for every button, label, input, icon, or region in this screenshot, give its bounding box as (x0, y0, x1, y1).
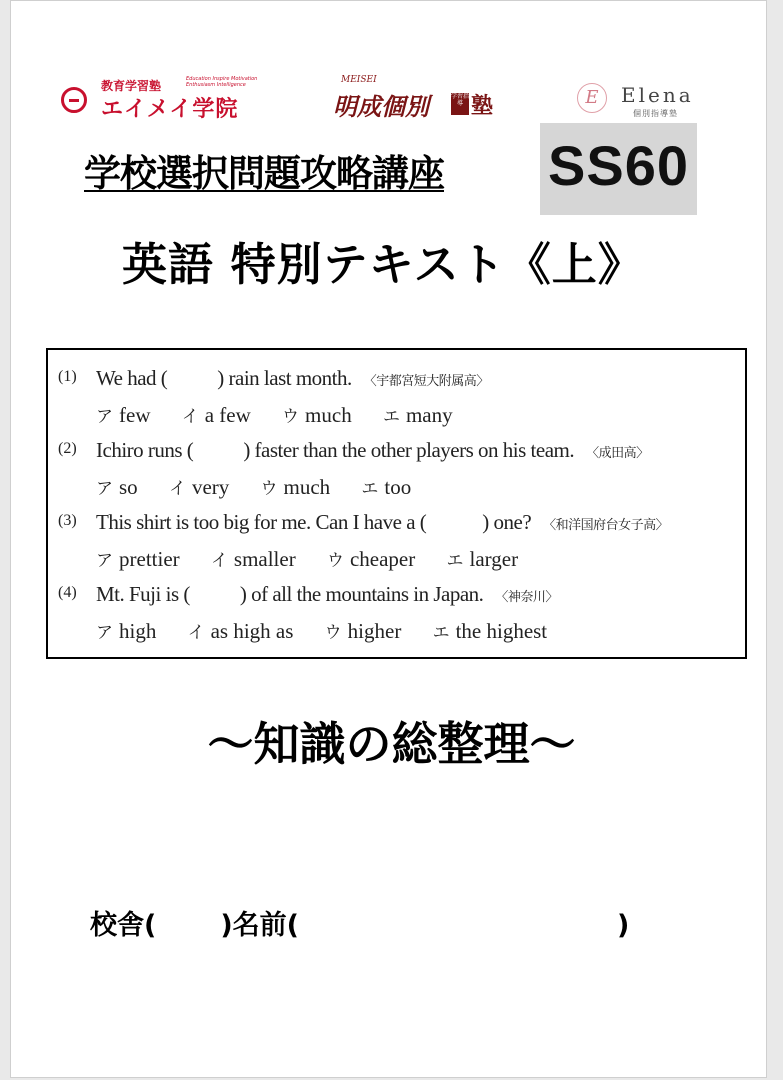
course-title (84, 143, 444, 197)
option (433, 618, 548, 644)
option-key: エ (361, 479, 379, 499)
option-text: few (119, 403, 151, 427)
option-key: ア (96, 623, 113, 643)
eimei-logo-top: 教育学習塾 (101, 79, 162, 93)
option-text: as high as (210, 619, 294, 643)
question-4 (48, 566, 745, 643)
option (96, 618, 156, 644)
question-source: 〈成田高〉 (586, 446, 649, 461)
section-title: 〜知識の総整理〜 (207, 717, 576, 771)
question-stem-before: We had ( (96, 366, 168, 390)
question-number: (3) (58, 512, 77, 529)
question-stem-before: This shirt is too big for me. Can I have a ( (96, 510, 427, 534)
question-stem (96, 438, 649, 463)
name-close: ) (617, 910, 630, 941)
option-key: ウ (260, 479, 278, 499)
meisei-logo-english: MEISEI (341, 75, 377, 85)
question-number: (1) (58, 368, 77, 385)
question-2 (48, 422, 745, 499)
option-key: ア (96, 551, 113, 571)
eimei-circle-icon (61, 87, 87, 113)
option-key: ア (96, 479, 113, 499)
option-text: high (119, 619, 157, 643)
eimei-logo-tagline: Education Inspire Motivation Enthusiasm Intelligence (186, 76, 258, 88)
question-source: 〈神奈川〉 (495, 590, 558, 605)
option-text: so (119, 475, 138, 499)
name-label: )名前( (220, 910, 300, 941)
elena-logo (577, 81, 707, 121)
option-text: a few (204, 403, 251, 427)
eimei-logo (61, 73, 281, 125)
sub-title: 英語 特別テキスト《上》 (122, 238, 644, 291)
question-1 (48, 350, 745, 427)
meisei-logo-box: 学習指導 (451, 93, 469, 115)
question-number: (2) (58, 440, 77, 457)
option-key: ア (96, 407, 113, 427)
question-stem (96, 582, 558, 607)
option-text: very (191, 475, 230, 499)
option-list (96, 618, 573, 644)
option-text: the highest (455, 619, 548, 643)
question-stem-after: ) one? (482, 510, 532, 534)
option-text: cheaper (349, 547, 416, 571)
question-source: 〈和洋国府台女子高〉 (543, 518, 669, 533)
elena-mark-icon: E (577, 83, 607, 113)
option (188, 618, 294, 644)
question-stem-after: ) faster than the other players on his team. (243, 438, 575, 462)
question-stem (96, 510, 668, 535)
option-text: smaller (233, 547, 296, 571)
elena-logo-sub: 個別指導塾 (633, 109, 678, 118)
course-badge (540, 123, 697, 215)
option-key: エ (382, 407, 400, 427)
option-key: ウ (326, 551, 344, 571)
question-stem-after: ) of all the mountains in Japan. (239, 582, 484, 606)
elena-logo-name: Elena (621, 83, 694, 107)
question-3 (48, 494, 745, 571)
question-number: (4) (58, 584, 77, 601)
option-key: ウ (324, 623, 342, 643)
eimei-logo-name: エイメイ学院 (101, 97, 239, 122)
question-box (46, 348, 747, 659)
option-text: too (384, 475, 412, 499)
meisei-logo-juku: 塾 (471, 93, 494, 119)
meisei-logo (333, 75, 523, 123)
name-form (90, 903, 690, 942)
option-text: higher (347, 619, 402, 643)
question-stem-before: Ichiro runs ( (96, 438, 194, 462)
course-title-text: 学校選択問題攻略講座 (84, 152, 444, 195)
question-stem-before: Mt. Fuji is ( (96, 582, 190, 606)
course-badge-text: SS60 (548, 134, 689, 197)
option-key: イ (181, 407, 199, 427)
option (325, 618, 402, 644)
option-key: イ (168, 479, 186, 499)
question-stem-after: ) rain last month. (217, 366, 352, 390)
option-text: much (305, 403, 352, 427)
option-key: エ (432, 623, 450, 643)
option-key: エ (446, 551, 464, 571)
meisei-logo-name: 明成個別 (333, 92, 429, 121)
option-text: much (283, 475, 331, 499)
option-text: larger (469, 547, 519, 571)
option-key: ウ (282, 407, 300, 427)
option-key: イ (187, 623, 205, 643)
question-source: 〈宇都宮短大附属高〉 (363, 374, 489, 389)
option-key: イ (210, 551, 228, 571)
question-stem (96, 366, 489, 391)
school-label: 校舎( (90, 910, 157, 941)
option-text: prettier (119, 547, 180, 571)
option-text: many (405, 403, 453, 427)
